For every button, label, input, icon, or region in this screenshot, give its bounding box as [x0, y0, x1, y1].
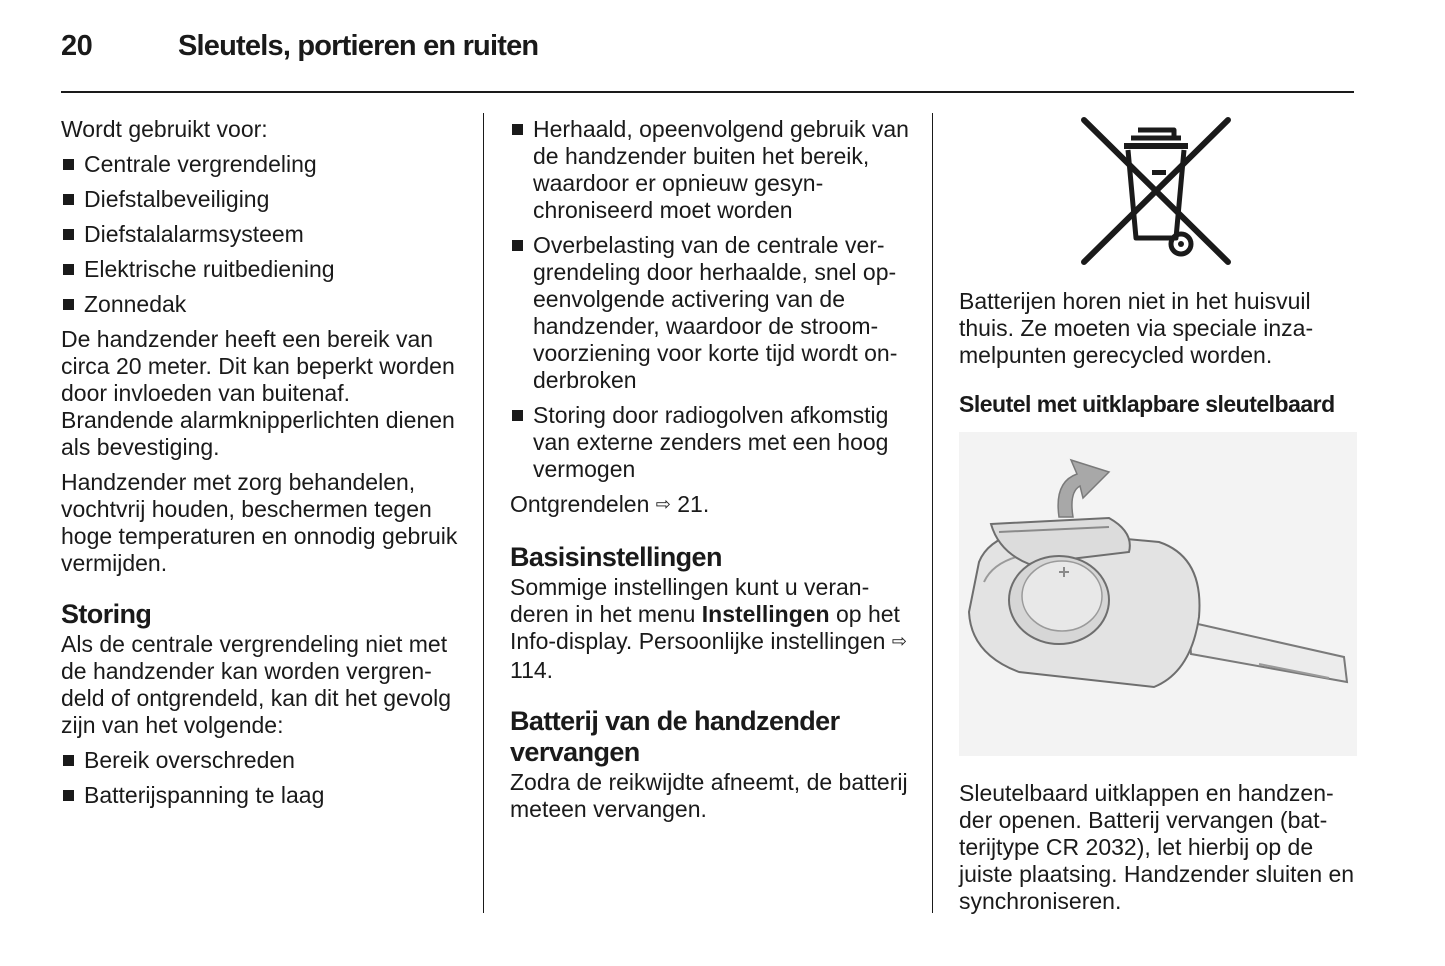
list-item — [510, 116, 915, 224]
battery-heading: Batterij van de handzender vervangen — [510, 706, 840, 767]
key-heading: Sleutel met uitklapbare sleutelbaard — [959, 391, 1335, 417]
replace-paragraph: Sleutelbaard uitklappen en handzender openen. Batterij vervangen (batterijtype CR 2032), let hierbij op de juiste plaatsing. Handzender sluiten en synchroniseren. — [959, 780, 1355, 914]
basis-text-2: op het Info-display. Persoonlijke instellingen — [510, 601, 900, 654]
square-bullet-icon — [512, 124, 523, 135]
basis-text-1: Sommige instellingen kunt u veranderen in het menu — [510, 574, 870, 627]
list-item — [61, 782, 465, 809]
list-item-text: Centrale vergrendeling — [84, 151, 317, 177]
list-item — [61, 256, 465, 283]
list-item-text: Elektrische ruitbediening — [84, 256, 335, 282]
list-item — [61, 747, 465, 774]
list-item-text: Overbelasting van de centrale vergrendeling door herhaalde, snel opeenvolgende activering van de handzender, waardoor de stroomvoorziening voor korte tijd wordt onderbroken — [533, 232, 898, 393]
uses-intro: Wordt gebruikt voor: — [61, 116, 268, 142]
uses-list — [61, 151, 465, 318]
list-item — [61, 151, 465, 178]
square-bullet-icon — [63, 264, 74, 275]
recycle-paragraph: Batterijen horen niet in het huisvuil thuis. Ze moeten via speciale inzamelpunten gerecycled worden. — [959, 288, 1314, 368]
storing-heading: Storing — [61, 599, 152, 629]
unlock-ref-label: Ontgrendelen — [510, 491, 650, 517]
page-ref-arrow-icon: ⇨ — [891, 631, 907, 651]
header-rule — [61, 91, 1354, 93]
square-bullet-icon — [512, 240, 523, 251]
list-item — [510, 402, 915, 483]
list-item — [510, 232, 915, 394]
page-ref-arrow-icon: ⇨ — [655, 494, 671, 514]
list-item — [61, 291, 465, 318]
list-item-text: Bereik overschreden — [84, 747, 295, 773]
chapter-title: Sleutels, portieren en ruiten — [178, 30, 539, 62]
column-middle — [510, 116, 915, 831]
list-item-text: Batterijspanning te laag — [84, 782, 325, 808]
list-item — [61, 221, 465, 248]
column-divider — [932, 113, 933, 913]
square-bullet-icon — [63, 790, 74, 801]
square-bullet-icon — [63, 229, 74, 240]
square-bullet-icon — [512, 410, 523, 421]
basis-ref-page[interactable]: 114. — [510, 657, 554, 683]
column-divider — [483, 113, 484, 913]
list-item-text: Herhaald, opeenvolgend gebruik van de handzender buiten het bereik, waardoor er opnieuw gesynchroniseerd moet worden — [533, 116, 909, 223]
causes-list-continued — [510, 116, 915, 483]
basis-heading: Basisinstellingen — [510, 542, 722, 572]
list-item-text: Diefstalbeveiliging — [84, 186, 270, 212]
list-item-text: Diefstalalarmsysteem — [84, 221, 304, 247]
list-item-text: Storing door radiogolven afkomstig van externe zenders met een hoog vermogen — [533, 402, 889, 482]
unlock-ref-page[interactable]: 21. — [677, 491, 710, 517]
crossed-out-wheelie-bin-icon — [1076, 116, 1236, 268]
square-bullet-icon — [63, 194, 74, 205]
menu-name: Instellingen — [701, 601, 830, 627]
page-number: 20 — [61, 30, 93, 62]
column-right — [959, 116, 1355, 923]
unlock-reference — [510, 491, 915, 520]
square-bullet-icon — [63, 159, 74, 170]
care-paragraph: Handzender met zorg behandelen, vochtvrij houden, beschermen tegen hoge temperaturen en onnodig gebruik vermijden. — [61, 469, 458, 576]
square-bullet-icon — [63, 755, 74, 766]
range-paragraph: De handzender heeft een bereik van circa 20 meter. Dit kan beperkt worden door invloeden van buitenaf. Brandende alarmknipperlichten dienen als bevestiging. — [61, 326, 455, 460]
list-item — [61, 186, 465, 213]
column-left — [61, 116, 465, 817]
list-item-text: Zonnedak — [84, 291, 187, 317]
square-bullet-icon — [63, 299, 74, 310]
storing-paragraph: Als de centrale vergrendeling niet met de handzender kan worden vergrendeld of ontgrendeld, kan dit het gevolg zijn van het volgende: — [61, 631, 452, 738]
battery-paragraph: Zodra de reikwijdte afneemt, de batterij meteen vervangen. — [510, 769, 908, 822]
basis-paragraph — [510, 574, 915, 684]
folding-key-battery-illustration — [959, 432, 1357, 756]
causes-list — [61, 747, 465, 809]
